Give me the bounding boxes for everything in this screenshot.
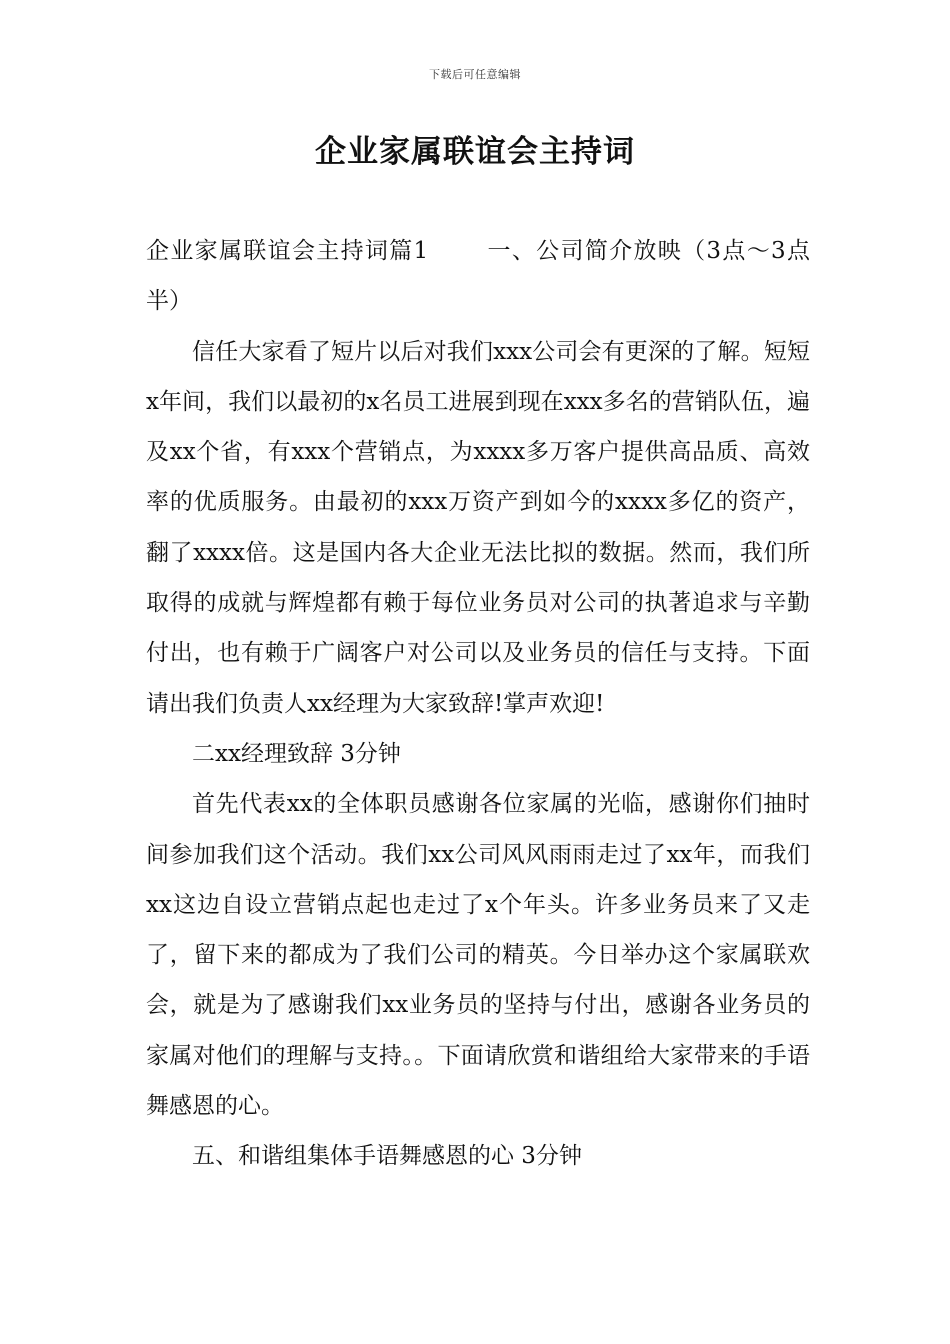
- header-note: 下载后可任意编辑: [429, 68, 521, 81]
- paragraph-company-intro: 信任大家看了短片以后对我们xxx公司会有更深的了解。短短x年间，我们以最初的x名员工进展到现在xxx多名的营销队伍，遍及xx个省，有xxx个营销点，为xxxx多万客户提供高品质、高效率的优质服务。由最初的xxx万资产到如今的xxxx多亿的资产，翻了xxxx倍。这是国内各大企业无法比拟的数据。然而，我们所取得的成就与辉煌都有赖于每位业务员对公司的执著追求与辛勤付出，也有赖于广阔客户对公司以及业务员的信任与支持。下面请出我们负责人xx经理为大家致辞!掌声欢迎!: [146, 338, 810, 717]
- section-manager-speech: 二xx经理致辞 3分钟: [192, 740, 401, 767]
- document-title: 企业家属联谊会主持词: [315, 134, 635, 170]
- section-sign-dance: 五、和谐组集体手语舞感恩的心 3分钟: [192, 1143, 582, 1170]
- document-body: [146, 226, 810, 1182]
- intro-line: [146, 226, 810, 327]
- paragraph-manager-speech: 首先代表xx的全体职员感谢各位家属的光临，感谢你们抽时间参加我们这个活动。我们xx公司风风雨雨走过了xx年，而我们xx这边自设立营销点起也走过了x个年头。许多业务员来了又走了，留下来的都成为了我们公司的精英。今日举办这个家属联欢会，就是为了感谢我们xx业务员的坚持与付出，感谢各业务员的家属对他们的理解与支持。。下面请欣赏和谐组给大家带来的手语舞感恩的心。: [146, 791, 810, 1120]
- intro-section: 一、公司简介放映（3点～3点半）: [146, 238, 810, 315]
- intro-title: 企业家属联谊会主持词篇1: [146, 238, 429, 264]
